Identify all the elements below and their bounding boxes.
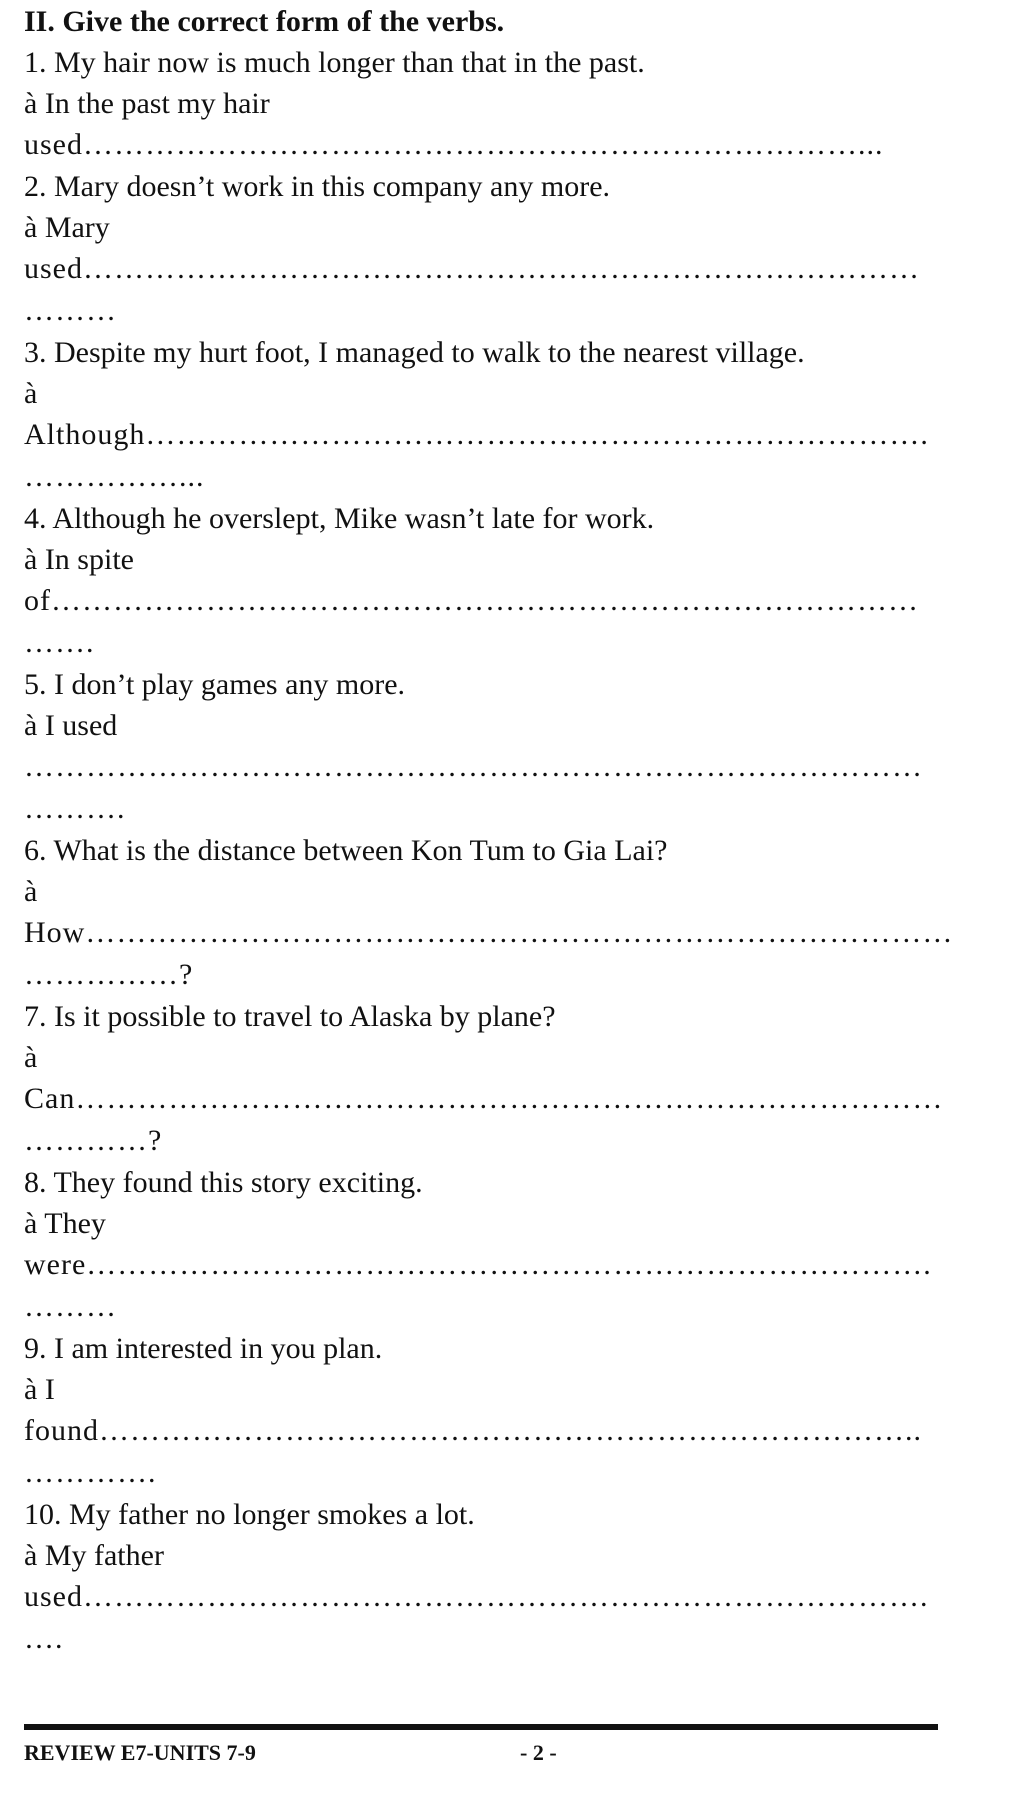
item-9-answer-line[interactable]: found…………………………………………………………………….. (24, 1414, 922, 1447)
item-4-continuation[interactable]: ……. (24, 626, 95, 659)
item-7-lead: à (24, 1041, 38, 1074)
exercise-item-10 (24, 1494, 1004, 1660)
item-10-answer-line[interactable]: used………………………………………………………………………. (24, 1580, 929, 1613)
item-3-continuation[interactable]: ……………... (24, 460, 205, 493)
exercise-item-6 (24, 830, 1004, 996)
item-9-continuation[interactable]: …………. (24, 1456, 157, 1489)
exercise-item-9 (24, 1328, 1004, 1494)
exercise-item-4 (24, 498, 1004, 664)
item-3-prompt: 3. Despite my hurt foot, I managed to walk to the nearest village. (24, 336, 805, 369)
worksheet-page (24, 0, 1004, 1820)
item-4-prompt: 4. Although he overslept, Mike wasn’t late for work. (24, 502, 655, 535)
section-title: II. Give the correct form of the verbs. (24, 5, 505, 38)
exercise-item-3 (24, 332, 1004, 498)
item-9-lead: à I (24, 1373, 55, 1406)
item-8-continuation[interactable]: ……… (24, 1290, 117, 1323)
exercise-item-5 (24, 664, 1004, 830)
item-10-continuation[interactable]: …. (24, 1622, 64, 1655)
item-2-prompt: 2. Mary doesn’t work in this company any more. (24, 170, 611, 203)
item-3-lead: à (24, 377, 38, 410)
item-6-answer-line[interactable]: How………………………………………………………………………… (24, 916, 954, 949)
item-2-answer-line[interactable]: used……………………………………………………………………… (24, 252, 920, 285)
exercise-item-8 (24, 1162, 1004, 1328)
page-number: - 2 - (520, 1740, 557, 1765)
item-4-answer-line[interactable]: of………………………………………………………………………… (24, 584, 919, 617)
item-5-continuation[interactable]: ………. (24, 792, 126, 825)
item-1-prompt: 1. My hair now is much longer than that in the past. (24, 46, 645, 79)
exercise-item-7 (24, 996, 1004, 1162)
item-5-prompt: 5. I don’t play games any more. (24, 668, 406, 701)
item-3-answer-line[interactable]: Although…………………………………………………………………. (24, 418, 929, 451)
item-2-continuation[interactable]: ……… (24, 294, 117, 327)
item-5-lead: à I used (24, 709, 118, 742)
item-1-answer-line[interactable]: used…………………………………………………………………... (24, 128, 884, 161)
item-6-continuation[interactable]: ……………? (24, 958, 194, 991)
item-7-continuation[interactable]: …………? (24, 1124, 163, 1157)
item-4-lead: à In spite (24, 543, 134, 576)
item-8-prompt: 8. They found this story exciting. (24, 1166, 423, 1199)
item-1-lead: à In the past my hair (24, 87, 270, 120)
item-8-lead: à They (24, 1207, 106, 1240)
exercise-item-1 (24, 42, 1004, 166)
item-10-lead: à My father (24, 1539, 164, 1572)
item-6-lead: à (24, 875, 38, 908)
footer-review-title: REVIEW E7-UNITS 7-9 (24, 1740, 256, 1765)
item-7-prompt: 7. Is it possible to travel to Alaska by plane? (24, 1000, 556, 1033)
item-9-prompt: 9. I am interested in you plan. (24, 1332, 383, 1365)
footer-divider (24, 1724, 938, 1730)
item-6-prompt: 6. What is the distance between Kon Tum to Gia Lai? (24, 834, 668, 867)
item-5-answer-line[interactable]: …………………………………………………………………………… (24, 750, 923, 783)
item-7-answer-line[interactable]: Can………………………………………………………………………… (24, 1082, 944, 1115)
item-8-answer-line[interactable]: were………………………………………………………………………. (24, 1248, 932, 1281)
item-2-lead: à Mary (24, 211, 110, 244)
item-10-prompt: 10. My father no longer smokes a lot. (24, 1498, 475, 1531)
exercise-item-2 (24, 166, 1004, 332)
